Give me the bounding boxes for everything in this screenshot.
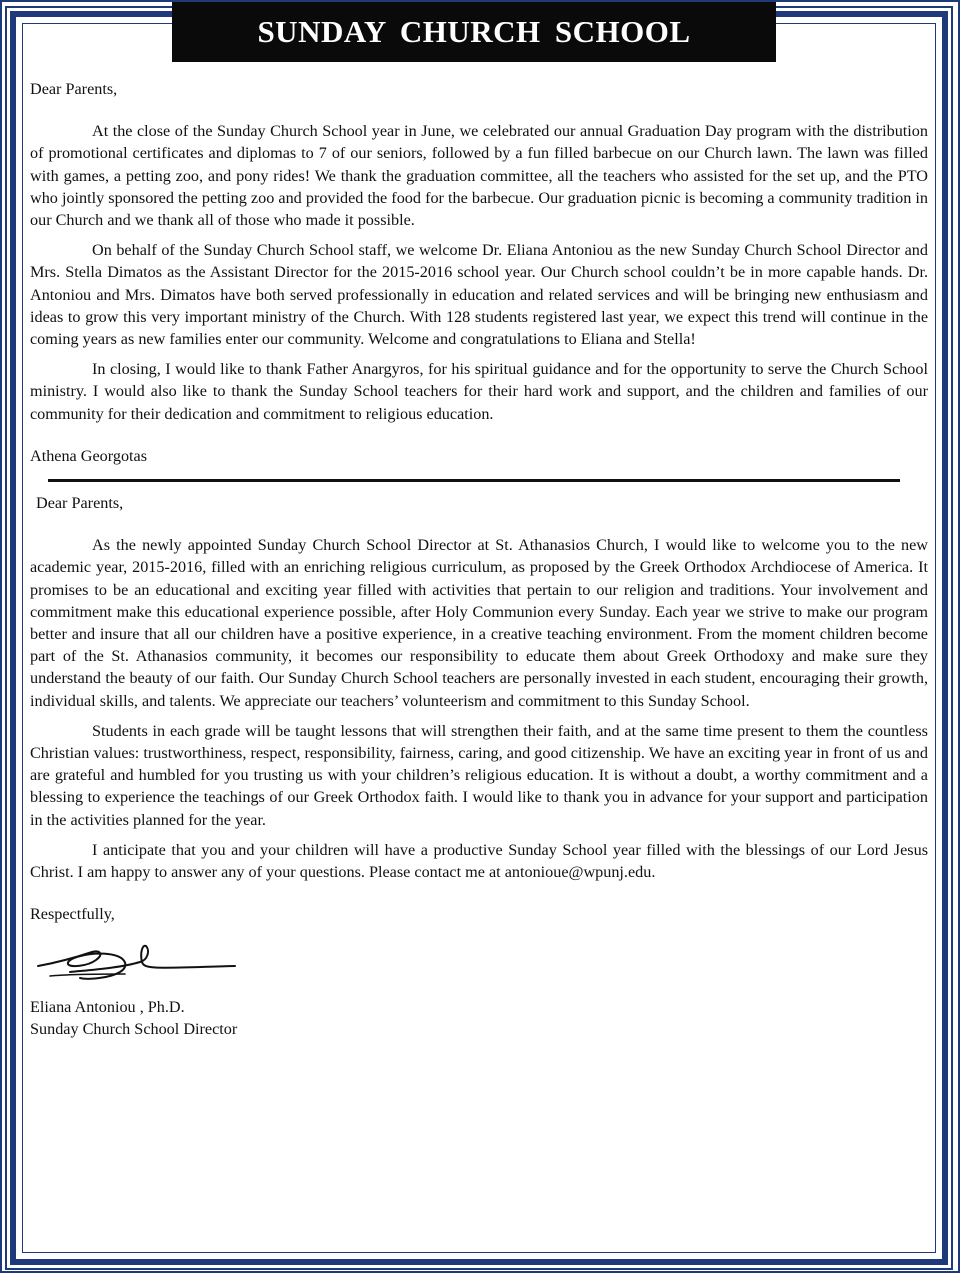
signer-name: Eliana Antoniou , Ph.D.	[30, 997, 185, 1016]
letter1-signature: Athena Georgotas	[30, 446, 148, 465]
letter2-paragraph-1: As the newly appointed Sunday Church School Director at St. Athanasios Church, I would like to welcome you to the new academic year, 2015-2016, filled with an enriching religious curriculum, as proposed by the Greek Orthodox Archdiocese of America. It promises to be an educational and exciting year filled with activities that pertain to our religion and traditions. Your involvement and commitment make this educational experience possible, after Holy Communion every Sunday. Each year we strive to make our program better and insure that all our children have a positive experience, in a creative teaching environment. From the moment children become part of the St. Athanasios community, it becomes our responsibility to educate them about Greek Orthodoxy and make sure they understand the beauty of our faith. Our Sunday Church School teachers are personally invested in each student, encouraging their growth, individual skills, and talents. We appreciate our teachers’ volunteerism and commitment to this Sunday School.	[30, 536, 928, 710]
page-title: SUNDAY CHURCH SCHOOL	[172, 2, 776, 62]
letter1-salutation: Dear Parents,	[30, 80, 118, 98]
signer-title: Sunday Church School Director	[30, 1019, 238, 1038]
letter1-paragraph-1: At the close of the Sunday Church School year in June, we celebrated our annual Graduation Day program with the distribution of promotional certificates and diplomas to 7 of our seniors, followed by a fun filled barbecue on our Church lawn. The lawn was filled with games, a petting zoo, and pony rides! We thank the graduation committee, all the teachers who assisted for the set up, and the PTO who jointly sponsored the petting zoo and provided the food for the barbecue. Our graduation picnic is becoming a community tradition in our Church and we thank all of those who made it possible.	[30, 122, 928, 230]
letter2-paragraph-2: Students in each grade will be taught lessons that will strengthen their faith, and at the same time present to them the countless Christian values: trustworthiness, respect, responsibility, fairness, caring, and good citizenship. We have an exciting year in front of us and are grateful and humbled for you trusting us with your children’s religious education. It is without a doubt, a worthy commitment and a blessing to experience the teachings of our Greek Orthodox faith. I would like to thank you in advance for your support and participation in the activities planned for the year.	[30, 721, 928, 829]
letter2-closing: Respectfully,	[30, 905, 115, 924]
letter1-paragraph-2: On behalf of the Sunday Church School staff, we welcome Dr. Eliana Antoniou as the new Sunday Church School Director and Mrs. Stella Dimatos as the Assistant Director for the 2015-2016 school year. Our Church school couldn’t be in more capable hands. Dr. Antoniou and Mrs. Dimatos have both served professionally in education and related services and will be bringing new enthusiasm and ideas to grow this very important ministry of the Church. With 128 students registered last year, we expect this trend will continue in the coming years as new families enter our community. Welcome and congratulations to Eliana and Stella!	[30, 241, 928, 349]
handwritten-signature	[30, 926, 928, 996]
letter2-paragraph-3: I anticipate that you and your children will have a productive Sunday School year filled with the blessings of our Lord Jesus Christ. I am happy to answer any of your questions. Please contact me at antonioue@wpunj.edu.	[30, 840, 928, 882]
newsletter-body	[30, 78, 928, 1040]
letter2-salutation: Dear Parents,	[36, 494, 124, 513]
letter1-paragraph-3: In closing, I would like to thank Father Anargyros, for his spiritual guidance and for the opportunity to serve the Church School ministry. I would also like to thank the Sunday School teachers for their hard work and support, and the children and families of our community for their dedication and commitment to religious education.	[30, 360, 928, 423]
signature-icon	[30, 932, 240, 988]
